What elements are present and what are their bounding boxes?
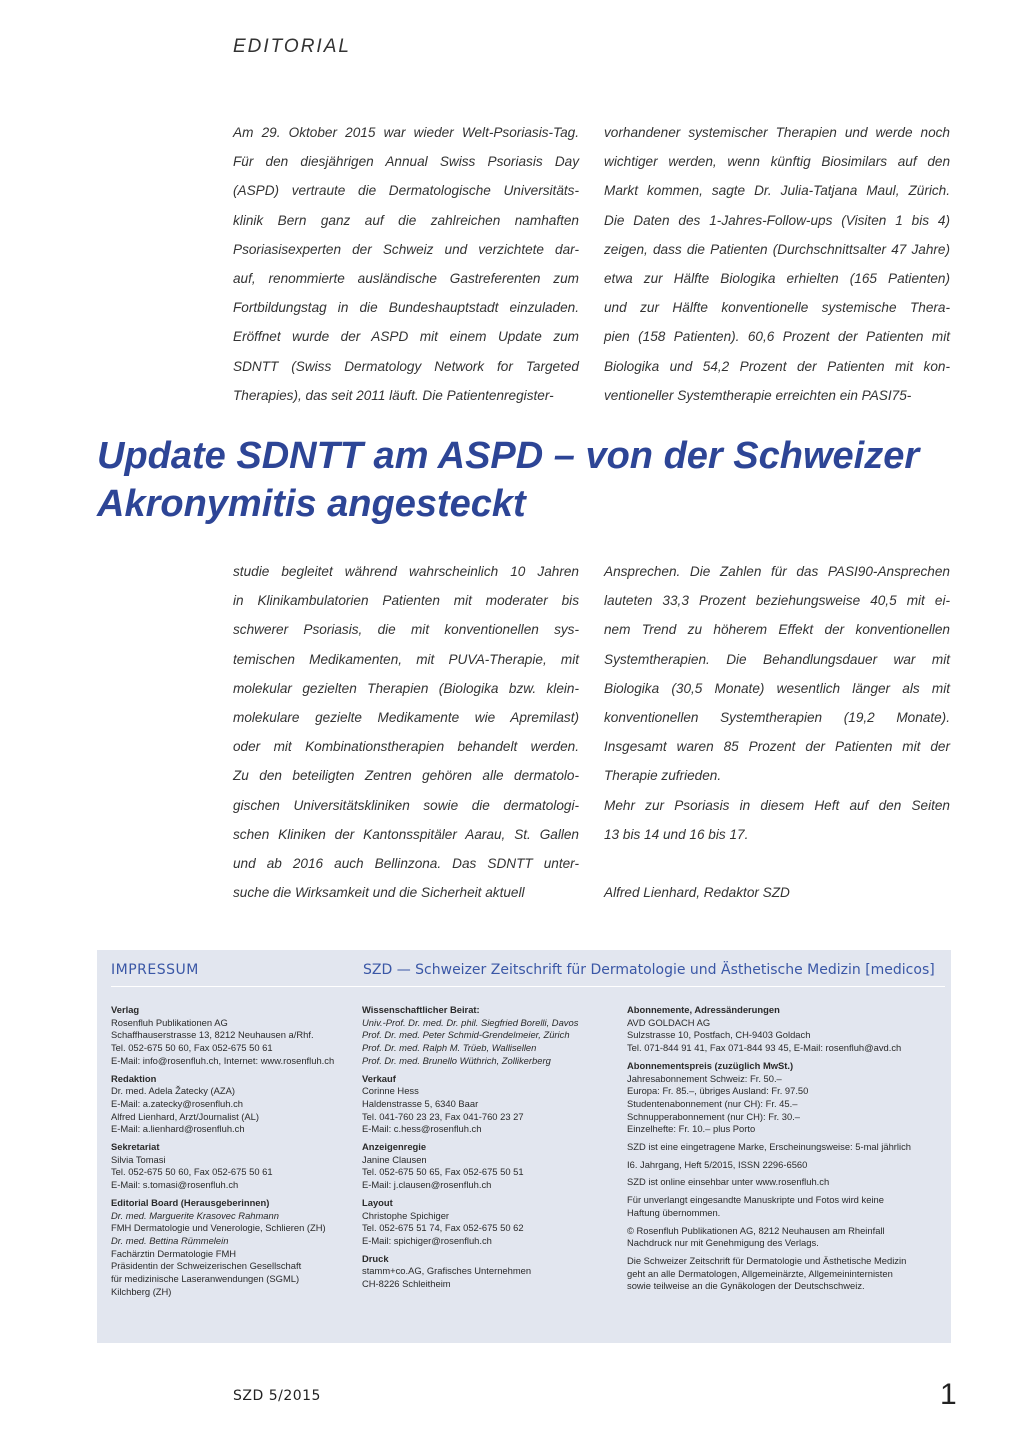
impressum-line: © Rosenfluh Publikationen AG, 8212 Neuhausen am Rheinfall bbox=[627, 1224, 885, 1236]
text-line: nem Trend zu höherem Effekt der konventionellen bbox=[604, 622, 950, 638]
impressum-line: CH-8226 Schleitheim bbox=[362, 1278, 451, 1290]
impressum-line: Haldenstrasse 5, 6340 Baar bbox=[362, 1097, 479, 1109]
impressum-column-1 bbox=[111, 1004, 351, 1298]
text-line: zeigen, dass die Patienten (Durchschnittsalter 47 Jahre) bbox=[604, 241, 950, 257]
impressum-line: Nachdruck nur mit Genehmigung des Verlags. bbox=[627, 1237, 819, 1249]
impressum-line: Dr. med. Marguerite Krasovec Rahmann bbox=[111, 1209, 279, 1221]
text-line: in Klinikambulatorien Patienten mit moderater bis bbox=[233, 593, 579, 609]
text-line: Mehr zur Psoriasis in diesem Heft auf den Seiten bbox=[604, 797, 950, 813]
journal-name: SZD — Schweizer Zeitschrift für Dermatologie und Ästhetische Medizin [medicos] bbox=[363, 962, 935, 978]
impressum-line: AVD GOLDACH AG bbox=[627, 1016, 711, 1028]
impressum-line: Janine Clausen bbox=[362, 1153, 427, 1165]
impressum-line: Tel. 052-675 50 60, Fax 052-675 50 61 bbox=[111, 1042, 273, 1054]
text-line: konventionellen Systemtherapien (19,2 Monate). bbox=[604, 710, 950, 726]
issue-label: SZD 5/2015 bbox=[233, 1388, 321, 1404]
impressum-box bbox=[97, 950, 951, 1343]
text-line: und zur Hälfte konventionelle systemische Thera- bbox=[604, 300, 950, 316]
text-line: ventioneller Systemtherapie erreichten ein PASI75- bbox=[604, 387, 912, 403]
text-line: Insgesamt waren 85 Prozent der Patienten mit der bbox=[604, 739, 950, 755]
text-line: schen Kliniken der Kantonsspitäler Aarau, St. Gallen bbox=[233, 826, 579, 842]
section-label: EDITORIAL bbox=[233, 36, 351, 57]
impressum-line: Rosenfluh Publikationen AG bbox=[111, 1016, 228, 1028]
text-line: Therapie zufrieden. bbox=[604, 768, 722, 784]
text-line: Markt kommen, sagte Dr. Julia-Tatjana Maul, Zürich. bbox=[604, 183, 950, 199]
text-line: 13 bis 14 und 16 bis 17. bbox=[604, 826, 749, 842]
author-signature: Alfred Lienhard, Redaktor SZD bbox=[604, 885, 790, 901]
impressum-line: SZD ist eine eingetragene Marke, Erscheinungsweise: 5-mal jährlich bbox=[627, 1141, 911, 1153]
text-line: molekular gezielten Therapien (Biologika bzw. klein- bbox=[233, 680, 579, 696]
impressum-line: Dr. med. Bettina Rümmelein bbox=[111, 1234, 229, 1246]
text-line: suche die Wirksamkeit und die Sicherheit aktuell bbox=[233, 885, 525, 901]
text-line: Systemtherapien. Die Behandlungsdauer war mit bbox=[604, 651, 950, 667]
impressum-line: geht an alle Dermatologen, Allgemeinärzte, Allgemeininternisten bbox=[627, 1267, 893, 1279]
impressum-line: Christophe Spichiger bbox=[362, 1209, 450, 1221]
headline-line-1: Update SDNTT am ASPD – von der Schweizer bbox=[97, 435, 920, 477]
impressum-line: Einzelhefte: Fr. 10.– plus Porto bbox=[627, 1123, 756, 1135]
article-column-top-right bbox=[604, 118, 950, 410]
text-line: vorhandener systemischer Therapien und werde noch bbox=[604, 125, 950, 140]
text-line: molekulare gezielte Medikamente wie Apremilast) bbox=[233, 710, 579, 726]
headline bbox=[97, 432, 977, 528]
text-line: Psoriasisexperten der Schweiz und verzichtete dar- bbox=[233, 241, 579, 257]
impressum-line: Studentenabonnement (nur CH): Fr. 45.– bbox=[627, 1097, 798, 1109]
text-line: Für den diesjährigen Annual Swiss Psoriasis Day bbox=[233, 154, 579, 170]
impressum-line: stamm+co.AG, Grafisches Unternehmen bbox=[362, 1265, 532, 1277]
text-line: gischen Universitätskliniken sowie die dermatologi- bbox=[233, 797, 579, 813]
impressum-header bbox=[111, 958, 945, 987]
impressum-line: E-Mail: spichiger@rosenfluh.ch bbox=[362, 1234, 492, 1246]
text-line: Biologika (30,5 Monate) wesentlich länger als mit bbox=[604, 680, 950, 696]
impressum-line: Jahresabonnement Schweiz: Fr. 50.– bbox=[627, 1072, 782, 1084]
impressum-line: Sulzstrasse 10, Postfach, CH-9403 Goldach bbox=[627, 1029, 811, 1041]
impressum-line: I6. Jahrgang, Heft 5/2015, ISSN 2296-6560 bbox=[627, 1158, 808, 1170]
text-line: studie begleitet während wahrscheinlich 10 Jahren bbox=[233, 564, 579, 579]
impressum-line: FMH Dermatologie und Venerologie, Schlieren (ZH) bbox=[111, 1222, 326, 1234]
impressum-heading: Verkauf bbox=[362, 1072, 396, 1084]
text-line: und ab 2016 auch Bellinzona. Das SDNTT unter- bbox=[233, 856, 579, 872]
text-line: Zu den beteiligten Zentren gehören alle dermatolo- bbox=[233, 768, 579, 784]
impressum-heading: Sekretariat bbox=[111, 1141, 160, 1153]
text-line: pien (158 Patienten). 60,6 Prozent der Patienten mit bbox=[604, 329, 950, 345]
impressum-column-3 bbox=[627, 1004, 945, 1293]
impressum-line: E-Mail: s.tomasi@rosenfluh.ch bbox=[111, 1179, 239, 1191]
impressum-line: Präsidentin der Schweizerischen Gesellschaft bbox=[111, 1260, 302, 1272]
text-line: schwerer Psoriasis, die mit konventionellen sys- bbox=[233, 622, 579, 638]
impressum-line: Für unverlangt eingesandte Manuskripte und Fotos wird keine bbox=[627, 1194, 884, 1206]
article-column-top-left bbox=[233, 118, 579, 410]
impressum-line: E-Mail: a.lienhard@rosenfluh.ch bbox=[111, 1123, 245, 1135]
impressum-line: für medizinische Laseranwendungen (SGML) bbox=[111, 1273, 300, 1285]
impressum-heading: Druck bbox=[362, 1252, 389, 1264]
text-line: Am 29. Oktober 2015 war wieder Welt-Psoriasis-Tag. bbox=[233, 125, 579, 140]
page-number: 1 bbox=[940, 1378, 957, 1411]
article-paragraph-results bbox=[604, 557, 950, 791]
impressum-line: Alfred Lienhard, Arzt/Journalist (AL) bbox=[111, 1110, 259, 1122]
text-line: oder mit Kombinationstherapien behandelt werden. bbox=[233, 739, 579, 755]
impressum-heading: Editorial Board (Herausgeberinnen) bbox=[111, 1196, 270, 1208]
impressum-line: E-Mail: c.hess@rosenfluh.ch bbox=[362, 1123, 482, 1135]
impressum-line: Schaffhauserstrasse 13, 8212 Neuhausen a/Rhf. bbox=[111, 1029, 314, 1041]
text-line: etwa zur Hälfte Biologika erhielten (165 Patienten) bbox=[604, 271, 950, 287]
impressum-line: E-Mail: info@rosenfluh.ch, Internet: www.rosenfluh.ch bbox=[111, 1054, 335, 1066]
text-line: SDNTT (Swiss Dermatology Network for Targeted bbox=[233, 358, 579, 374]
text-line: Therapies), das seit 2011 läuft. Die Patientenregister- bbox=[233, 387, 554, 403]
text-line: (ASPD) vertraute die Dermatologische Universitäts- bbox=[233, 183, 579, 199]
text-line: temischen Medikamenten, mit PUVA-Therapie, mit bbox=[233, 651, 579, 667]
headline-line-2: Akronymitis angesteckt bbox=[97, 483, 526, 525]
article-column-bottom-right bbox=[604, 557, 950, 907]
impressum-line: SZD ist online einsehbar unter www.rosenfluh.ch bbox=[627, 1176, 830, 1188]
impressum-line: Corinne Hess bbox=[362, 1085, 419, 1097]
text-line: Biologika und 54,2 Prozent der Patienten mit kon- bbox=[604, 358, 950, 374]
impressum-heading: Wissenschaftlicher Beirat: bbox=[362, 1004, 480, 1015]
impressum-line: Europa: Fr. 85.–, übriges Ausland: Fr. 97.50 bbox=[627, 1085, 809, 1097]
impressum-line: Prof. Dr. med. Peter Schmid-Grendelmeier, Zürich bbox=[362, 1029, 570, 1041]
impressum-heading: Anzeigenregie bbox=[362, 1141, 427, 1153]
text-line: lauteten 33,3 Prozent beziehungsweise 40,5 mit ei- bbox=[604, 593, 950, 609]
impressum-line: E-Mail: a.zatecky@rosenfluh.ch bbox=[111, 1097, 243, 1109]
impressum-line: Fachärztin Dermatologie FMH bbox=[111, 1247, 237, 1259]
impressum-line: Dr. med. Adela Žatecky (AZA) bbox=[111, 1085, 235, 1097]
impressum-line: Tel. 052-675 50 60, Fax 052-675 50 61 bbox=[111, 1166, 273, 1178]
impressum-line: Tel. 041-760 23 23, Fax 041-760 23 27 bbox=[362, 1110, 524, 1122]
text-line: klinik Bern ganz auf die zahlreichen namhaften bbox=[233, 212, 579, 228]
impressum-heading: Abonnemente, Adressänderungen bbox=[627, 1004, 780, 1015]
article-paragraph-more bbox=[604, 791, 950, 849]
impressum-line: Silvia Tomasi bbox=[111, 1153, 166, 1165]
article-column-bottom-left bbox=[233, 557, 579, 907]
impressum-line: Tel. 052-675 50 65, Fax 052-675 50 51 bbox=[362, 1166, 524, 1178]
impressum-line: Prof. Dr. med. Brunello Wüthrich, Zollikerberg bbox=[362, 1054, 551, 1066]
impressum-line: Prof. Dr. med. Ralph M. Trüeb, Wallisellen bbox=[362, 1042, 537, 1054]
impressum-line: sowie teilweise an die Gynäkologen der Deutschschweiz. bbox=[627, 1280, 865, 1292]
impressum-heading: Abonnementspreis (zuzüglich MwSt.) bbox=[627, 1059, 794, 1071]
text-line: Ansprechen. Die Zahlen für das PASI90-Ansprechen bbox=[604, 564, 950, 579]
impressum-line: Kilchberg (ZH) bbox=[111, 1285, 172, 1297]
impressum-line: Haftung übernommen. bbox=[627, 1206, 721, 1218]
text-line: Fortbildungstag in die Bundeshauptstadt einzuladen. bbox=[233, 300, 579, 316]
impressum-heading: Verlag bbox=[111, 1004, 140, 1015]
impressum-line: Tel. 071-844 91 41, Fax 071-844 93 45, E-Mail: rosenfluh@avd.ch bbox=[627, 1042, 902, 1054]
impressum-line: Univ.-Prof. Dr. med. Dr. phil. Siegfried Borelli, Davos bbox=[362, 1016, 579, 1028]
impressum-title: IMPRESSUM bbox=[111, 962, 199, 978]
impressum-line: Schnupperabonnement (nur CH): Fr. 30.– bbox=[627, 1110, 801, 1122]
text-line: auf, renommierte ausländische Gastreferenten zum bbox=[233, 271, 579, 287]
impressum-heading: Layout bbox=[362, 1196, 393, 1208]
impressum-line: Tel. 052-675 51 74, Fax 052-675 50 62 bbox=[362, 1222, 524, 1234]
impressum-line: Die Schweizer Zeitschrift für Dermatologie und Ästhetische Medizin bbox=[627, 1254, 907, 1266]
impressum-column-2 bbox=[362, 1004, 612, 1291]
text-line: wichtiger werden, wenn künftig Biosimilars auf den bbox=[604, 154, 950, 170]
impressum-line: E-Mail: j.clausen@rosenfluh.ch bbox=[362, 1179, 492, 1191]
text-line: Eröffnet wurde der ASPD mit einem Update zum bbox=[233, 329, 579, 345]
impressum-heading: Redaktion bbox=[111, 1072, 157, 1084]
text-line: Die Daten des 1-Jahres-Follow-ups (Visiten 1 bis 4) bbox=[604, 212, 950, 228]
